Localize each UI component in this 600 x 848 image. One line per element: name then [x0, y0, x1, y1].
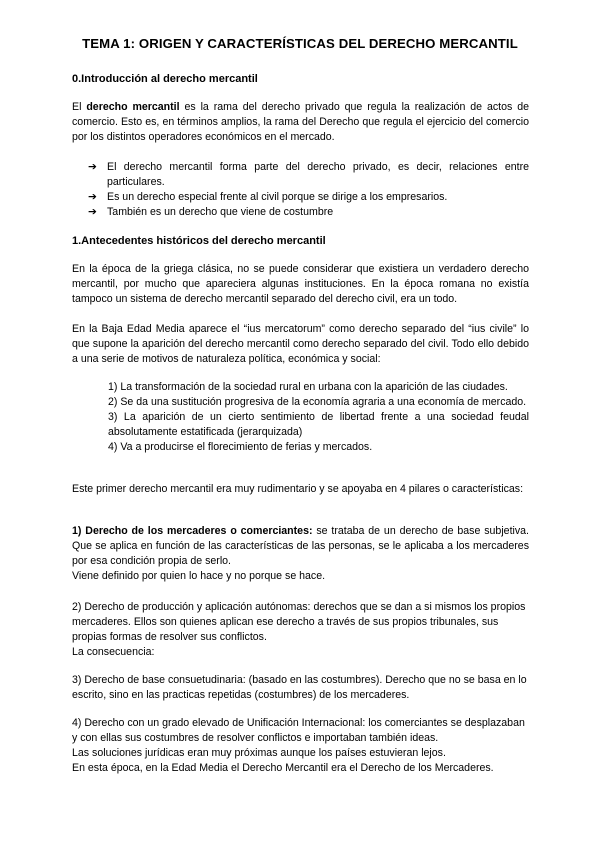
list-item: ➔ También es un derecho que viene de costumbre [88, 206, 334, 218]
pillar-3: 3) Derecho de base consuetudinaria: (basado en las costumbres). Derecho que no se basa en lo escrito, sino en las practicas repetidas (costumbres) de los mercaderes. [72, 674, 527, 701]
section-0-heading: 0.Introducción al derecho mercantil [72, 73, 258, 85]
list-item: ➔ Es un derecho especial frente al civil porque se dirige a los empresarios. [88, 191, 448, 203]
pillar-4-line-2: Las soluciones jurídicas eran muy próximas aunque los países estuvieran lejos. [72, 747, 446, 759]
pillar-1 [72, 524, 529, 584]
document-title: TEMA 1: ORIGEN Y CARACTERÍSTICAS DEL DERECHO MERCANTIL [82, 36, 518, 51]
intro-prefix: El [72, 101, 87, 113]
motives-list [108, 380, 529, 455]
list-item: ➔ El derecho mercantil forma parte del derecho privado, es decir, relaciones entre particulares. [88, 161, 529, 188]
pillar-2-text: 2) Derecho de producción y aplicación autónomas: derechos que se dan a si mismos los propios mercaderes. Ellos son quienes aplican ese derecho a través de sus propios tribunales, sus propias formas de resolver sus conflictos. [72, 601, 526, 643]
arrow-icon: ➔ [88, 161, 97, 173]
intro-bold-term: derecho mercantil [86, 101, 180, 113]
list-item: 2) Se da una sustitución progresiva de la economía agraria a una economía de mercado. [108, 396, 527, 408]
pillar-2-line-2: La consecuencia: [72, 646, 155, 658]
pillar-1-title: 1) Derecho de los mercaderes o comerciantes: [72, 525, 313, 537]
pillar-2 [72, 600, 529, 660]
section-1-heading: 1.Antecedentes históricos del derecho mercantil [72, 235, 326, 247]
list-item: 4) Va a producirse el florecimiento de ferias y mercados. [108, 441, 373, 453]
list-item: 1) La transformación de la sociedad rural en urbana con la aparición de las ciudades. [108, 381, 508, 393]
pillar-4-line-3: En esta época, en la Edad Media el Derecho Mercantil era el Derecho de los Mercaderes. [72, 762, 494, 774]
section-0-bullet-list [88, 160, 529, 220]
arrow-icon: ➔ [88, 206, 97, 218]
section-1-paragraph-2: En la Baja Edad Media aparece el “ius mercatorum” como derecho separado del “ius civile” lo que supone la aparición del derecho mercantil como derecho separado del civil. Todo ello debido a una serie de motivos de naturaleza política, económica y social: [72, 323, 529, 365]
intro-rest: es la rama del derecho privado que regula la realización de actos de comercio. Esto es, en términos amplios, la rama del Derecho que regula el ejercicio del comercio por los distintos operadores económicos en el mercado. [72, 101, 529, 143]
list-item: 3) La aparición de un cierto sentimiento de libertad frente a una sociedad feudal absolutamente estatificada (jerarquizada) [108, 411, 529, 438]
pillar-1-text: se trataba de un derecho de base subjetiva. Que se aplica en función de las características de las personas, se le aplicaba a los mercaderes por esa condición propia de serlo. [72, 525, 529, 567]
section-1-paragraph-3: Este primer derecho mercantil era muy rudimentario y se apoyaba en 4 pilares o características: [72, 483, 524, 495]
section-1-paragraph-1: En la época de la griega clásica, no se puede considerar que existiera un verdadero derecho mercantil, por mucho que apareciera algunas instituciones. En la época romana no existía tampoco un sistema de derecho mercantil separado del derecho civil, era un todo. [72, 263, 529, 305]
pillar-4-text: 4) Derecho con un grado elevado de Unificación Internacional: los comerciantes se desplazaban y con ellas sus costumbres de resolver conflictos e importaban también ideas. [72, 717, 525, 744]
section-0-intro [72, 100, 529, 145]
arrow-icon: ➔ [88, 191, 97, 203]
pillar-1-line-2: Viene definido por quien lo hace y no porque se hace. [72, 570, 326, 582]
pillar-4 [72, 716, 529, 776]
